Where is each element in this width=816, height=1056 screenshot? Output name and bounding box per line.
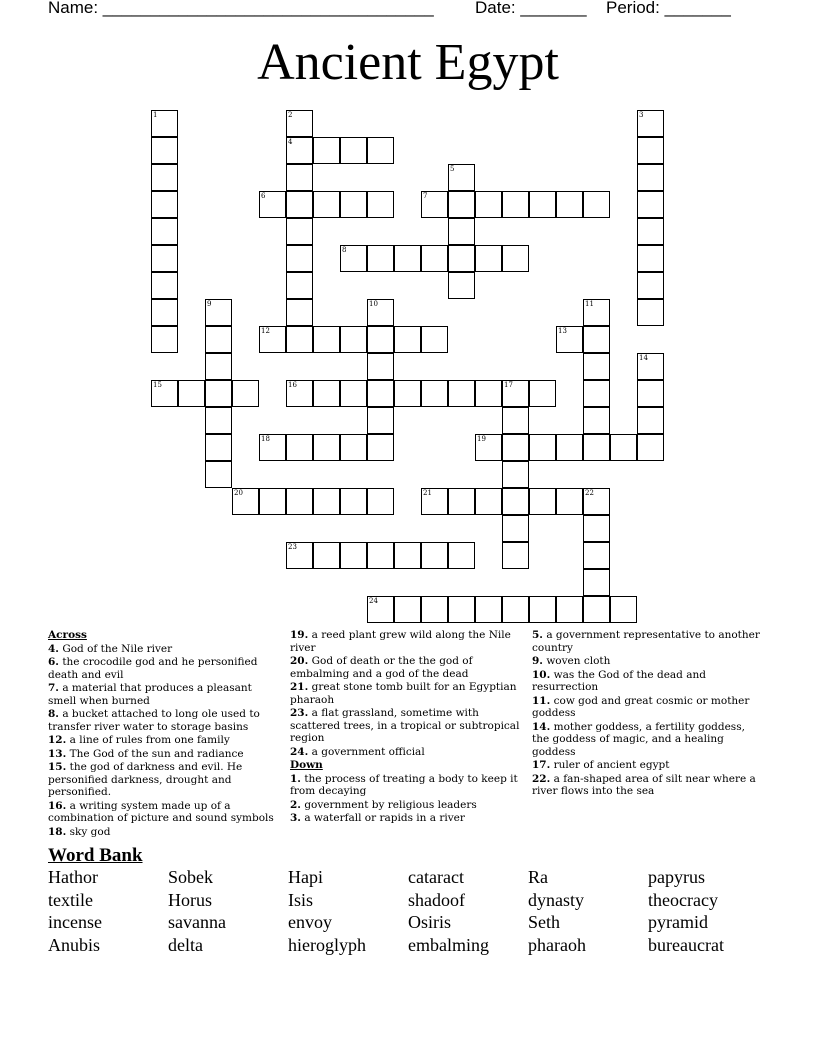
crossword-cell[interactable]: [151, 299, 178, 326]
word-bank-word: cataract: [408, 867, 464, 887]
crossword-cell[interactable]: [178, 380, 205, 407]
clue-down: 3. a waterfall or rapids in a river: [290, 812, 465, 824]
clue-down: 22. a fan-shaped area of silt near where a river flows into the sea: [532, 772, 756, 797]
crossword-cell[interactable]: [151, 137, 178, 164]
crossword-cell[interactable]: [583, 434, 610, 461]
clue-down: 10. was the God of the dead and resurrection: [532, 668, 706, 693]
page-title: Ancient Egypt: [257, 34, 559, 91]
crossword-cell[interactable]: [151, 245, 178, 272]
clue-number-label: 1: [153, 111, 158, 119]
crossword-cell[interactable]: [367, 488, 394, 515]
crossword-cell[interactable]: [394, 380, 421, 407]
crossword-cell[interactable]: [367, 407, 394, 434]
crossword-cell[interactable]: [529, 488, 556, 515]
crossword-cell[interactable]: [529, 380, 556, 407]
crossword-cell[interactable]: [556, 434, 583, 461]
crossword-cell[interactable]: [286, 326, 313, 353]
crossword-cell[interactable]: [637, 407, 664, 434]
crossword-cell[interactable]: [367, 542, 394, 569]
clues-column-3: [532, 629, 764, 799]
clue-across: 20. God of death or the the god of embalming and a god of the dead: [290, 655, 473, 680]
crossword-cell[interactable]: [583, 542, 610, 569]
crossword-cell[interactable]: [394, 596, 421, 623]
crossword-cell[interactable]: [286, 488, 313, 515]
crossword-cell[interactable]: [556, 191, 583, 218]
crossword-cell[interactable]: [340, 191, 367, 218]
crossword-cell[interactable]: [556, 488, 583, 515]
clue-down: 5. a government representative to another country: [532, 629, 760, 654]
crossword-cell[interactable]: [475, 191, 502, 218]
crossword-cell[interactable]: [340, 488, 367, 515]
crossword-cell[interactable]: [583, 407, 610, 434]
word-bank-word: bureaucrat: [648, 934, 724, 955]
crossword-cell[interactable]: [367, 137, 394, 164]
clue-down: 14. mother goddess, a fertility goddess, the goddess of magic, and a healing goddess: [532, 720, 745, 758]
crossword-cell[interactable]: [583, 191, 610, 218]
crossword-cell[interactable]: [205, 380, 232, 407]
crossword-cell[interactable]: [502, 461, 529, 488]
crossword-cell[interactable]: [421, 380, 448, 407]
crossword-cell[interactable]: [475, 596, 502, 623]
word-bank-word: Osiris: [408, 912, 452, 932]
crossword-cell[interactable]: [475, 245, 502, 272]
crossword-cell[interactable]: [448, 380, 475, 407]
clue-number-label: 6: [261, 192, 266, 200]
crossword-cell[interactable]: [340, 434, 367, 461]
crossword-cell[interactable]: [286, 218, 313, 245]
word-bank-word: Ra: [528, 867, 548, 887]
crossword-cell[interactable]: [448, 245, 475, 272]
crossword-cell[interactable]: [367, 380, 394, 407]
crossword-cell[interactable]: [151, 191, 178, 218]
word-bank-word: papyrus: [648, 867, 705, 887]
crossword-cell[interactable]: [502, 407, 529, 434]
crossword-cell[interactable]: [367, 434, 394, 461]
crossword-cell[interactable]: [286, 245, 313, 272]
crossword-cell[interactable]: [151, 272, 178, 299]
crossword-cell[interactable]: [421, 326, 448, 353]
crossword-cell[interactable]: [232, 380, 259, 407]
clue-number-label: 13: [558, 327, 567, 335]
crossword-cell[interactable]: [637, 137, 664, 164]
clue-down: 17. ruler of ancient egypt: [532, 759, 670, 771]
clue-down: 1. the process of treating a body to keep it from decaying: [290, 772, 518, 797]
crossword-cell[interactable]: [205, 407, 232, 434]
crossword-cell[interactable]: [367, 326, 394, 353]
clue-across: 7. a material that produces a pleasant smell when burned: [48, 682, 252, 707]
crossword-cell[interactable]: [502, 245, 529, 272]
crossword-cell[interactable]: [448, 596, 475, 623]
crossword-cell[interactable]: [421, 245, 448, 272]
crossword-cell[interactable]: [340, 542, 367, 569]
crossword-cell[interactable]: [367, 353, 394, 380]
clue-number-label: 21: [423, 489, 432, 497]
crossword-cell[interactable]: [637, 272, 664, 299]
crossword-cell[interactable]: [205, 353, 232, 380]
clue-number-label: 12: [261, 327, 270, 335]
crossword-cell[interactable]: [313, 488, 340, 515]
word-bank-word: Isis: [288, 889, 314, 910]
crossword-cell[interactable]: [502, 596, 529, 623]
crossword-cell[interactable]: [583, 596, 610, 623]
crossword-cell[interactable]: [313, 542, 340, 569]
crossword-cell[interactable]: [529, 434, 556, 461]
crossword-cell[interactable]: [637, 218, 664, 245]
clue-number-label: 15: [153, 381, 162, 389]
crossword-cell[interactable]: [448, 191, 475, 218]
crossword-cell[interactable]: [502, 515, 529, 542]
word-bank-word: pyramid: [648, 912, 708, 932]
crossword-cell[interactable]: [340, 326, 367, 353]
clue-number-label: 14: [639, 354, 648, 362]
clue-across: 8. a bucket attached to long ole used to transfer river water to storage basins: [48, 708, 260, 733]
crossword-cell[interactable]: [637, 245, 664, 272]
crossword-cell[interactable]: [313, 380, 340, 407]
clue-number-label: 4: [288, 138, 293, 146]
crossword-cell[interactable]: [637, 299, 664, 326]
clue-across: 15. the god of darkness and evil. He personified darkness, drought and personified.: [48, 761, 243, 798]
word-bank-word: envoy: [288, 912, 332, 932]
clue-across: 19. a reed plant grew wild along the Nile river: [290, 629, 511, 654]
word-bank-word: textile: [48, 889, 93, 910]
crossword-cell[interactable]: [421, 596, 448, 623]
clue-number-label: 18: [261, 435, 270, 443]
clue-across: 12. a line of rules from one family: [48, 734, 230, 746]
across-header: Across: [48, 629, 87, 641]
clue-down: 11. cow god and great cosmic or mother goddess: [532, 694, 750, 719]
crossword-cell[interactable]: [502, 434, 529, 461]
name-field[interactable]: Name: ___________________________________: [48, 0, 434, 17]
crossword-cell[interactable]: [151, 326, 178, 353]
clue-number-label: 5: [450, 165, 455, 173]
crossword-cell[interactable]: [583, 326, 610, 353]
crossword-cell[interactable]: [286, 272, 313, 299]
word-bank-word: shadoof: [408, 889, 465, 910]
clue-number-label: 17: [504, 381, 513, 389]
crossword-cell[interactable]: [583, 569, 610, 596]
clue-down: 9. woven cloth: [532, 655, 611, 667]
date-field[interactable]: Date: _______: [475, 0, 587, 17]
crossword-cell[interactable]: [394, 326, 421, 353]
clue-number-label: 7: [423, 192, 428, 200]
crossword-cell[interactable]: [502, 191, 529, 218]
crossword-cell[interactable]: [151, 164, 178, 191]
crossword-cell[interactable]: [610, 434, 637, 461]
crossword-cell[interactable]: [529, 191, 556, 218]
crossword-cell[interactable]: [583, 353, 610, 380]
clue-number-label: 11: [585, 300, 594, 308]
word-bank-word: Seth: [528, 912, 561, 932]
crossword-cell[interactable]: [367, 245, 394, 272]
word-bank-word: delta: [168, 934, 203, 955]
crossword-cell[interactable]: [367, 191, 394, 218]
clue-number-label: 8: [342, 246, 347, 254]
clue-number-label: 24: [369, 597, 378, 605]
crossword-cell[interactable]: [583, 515, 610, 542]
crossword-cell[interactable]: [394, 542, 421, 569]
crossword-cell[interactable]: [286, 299, 313, 326]
clue-down: 2. government by religious leaders: [290, 798, 477, 811]
crossword-cell[interactable]: [313, 191, 340, 218]
crossword-cell[interactable]: [448, 218, 475, 245]
clues-column-2: [290, 629, 522, 826]
word-bank-word: Anubis: [48, 934, 101, 955]
word-bank-word: Hathor: [48, 867, 98, 887]
word-bank-word: embalming: [408, 934, 489, 955]
clue-across: 6. the crocodile god and he personified death and evil: [48, 656, 258, 681]
crossword-cell[interactable]: [205, 326, 232, 353]
crossword-cell[interactable]: [205, 461, 232, 488]
down-header: Down: [290, 759, 323, 771]
crossword-cell[interactable]: [340, 137, 367, 164]
clue-number-label: 3: [639, 111, 644, 119]
clue-number-label: 20: [234, 489, 243, 497]
crossword-cell[interactable]: [340, 380, 367, 407]
word-bank-word: pharaoh: [528, 934, 586, 955]
word-bank-word: hieroglyph: [288, 934, 366, 955]
crossword-cell[interactable]: [502, 542, 529, 569]
word-bank-title: Word Bank: [48, 845, 143, 866]
crossword-cell[interactable]: [448, 272, 475, 299]
crossword-cell[interactable]: [286, 434, 313, 461]
clue-number-label: 16: [288, 381, 297, 389]
crossword-cell[interactable]: [556, 596, 583, 623]
clue-across: 24. a government official: [290, 745, 425, 758]
clue-number-label: 2: [288, 111, 293, 119]
clue-across: 4. God of the Nile river: [48, 642, 173, 655]
crossword-cell[interactable]: [583, 380, 610, 407]
clue-number-label: 19: [477, 435, 486, 443]
clues-column-1: [48, 629, 280, 839]
word-bank-word: savanna: [168, 912, 226, 932]
crossword-cell[interactable]: [259, 488, 286, 515]
crossword-cell[interactable]: [475, 488, 502, 515]
crossword-cell[interactable]: [475, 380, 502, 407]
crossword-cell[interactable]: [313, 137, 340, 164]
crossword-cell[interactable]: [529, 596, 556, 623]
crossword-cell[interactable]: [448, 542, 475, 569]
crossword-cell[interactable]: [286, 164, 313, 191]
crossword-cell[interactable]: [313, 326, 340, 353]
word-bank-word: theocracy: [648, 889, 718, 910]
crossword-cell[interactable]: [637, 434, 664, 461]
clue-number-label: 9: [207, 300, 212, 308]
word-bank-word: Sobek: [168, 867, 213, 887]
crossword-cell[interactable]: [151, 218, 178, 245]
clue-number-label: 22: [585, 489, 594, 497]
clue-across: 13. The God of the sun and radiance: [48, 747, 244, 760]
period-field[interactable]: Period: _______: [606, 0, 731, 17]
crossword-cell[interactable]: [448, 488, 475, 515]
clue-number-label: 10: [369, 300, 378, 308]
clue-number-label: 23: [288, 543, 297, 551]
crossword-cell[interactable]: [205, 434, 232, 461]
word-bank-word: Hapi: [288, 867, 323, 887]
clue-across: 16. a writing system made up of a combination of picture and sound symbols: [48, 799, 274, 824]
crossword-cell[interactable]: [637, 380, 664, 407]
crossword-cell[interactable]: [610, 596, 637, 623]
clue-across: 21. great stone tomb built for an Egyptian pharaoh: [290, 681, 517, 706]
clue-across: 18. sky god: [48, 825, 111, 838]
word-bank-word: dynasty: [528, 889, 584, 910]
word-bank-word: incense: [48, 912, 102, 932]
crossword-cell[interactable]: [394, 245, 421, 272]
crossword-cell[interactable]: [637, 164, 664, 191]
clue-across: 23. a flat grassland, sometime with scattered trees, in a tropical or subtropical region: [290, 707, 520, 744]
crossword-cell[interactable]: [313, 434, 340, 461]
word-bank-word: Horus: [168, 889, 212, 910]
crossword-cell[interactable]: [502, 488, 529, 515]
crossword-cell[interactable]: [421, 542, 448, 569]
crossword-cell[interactable]: [286, 191, 313, 218]
crossword-cell[interactable]: [637, 191, 664, 218]
